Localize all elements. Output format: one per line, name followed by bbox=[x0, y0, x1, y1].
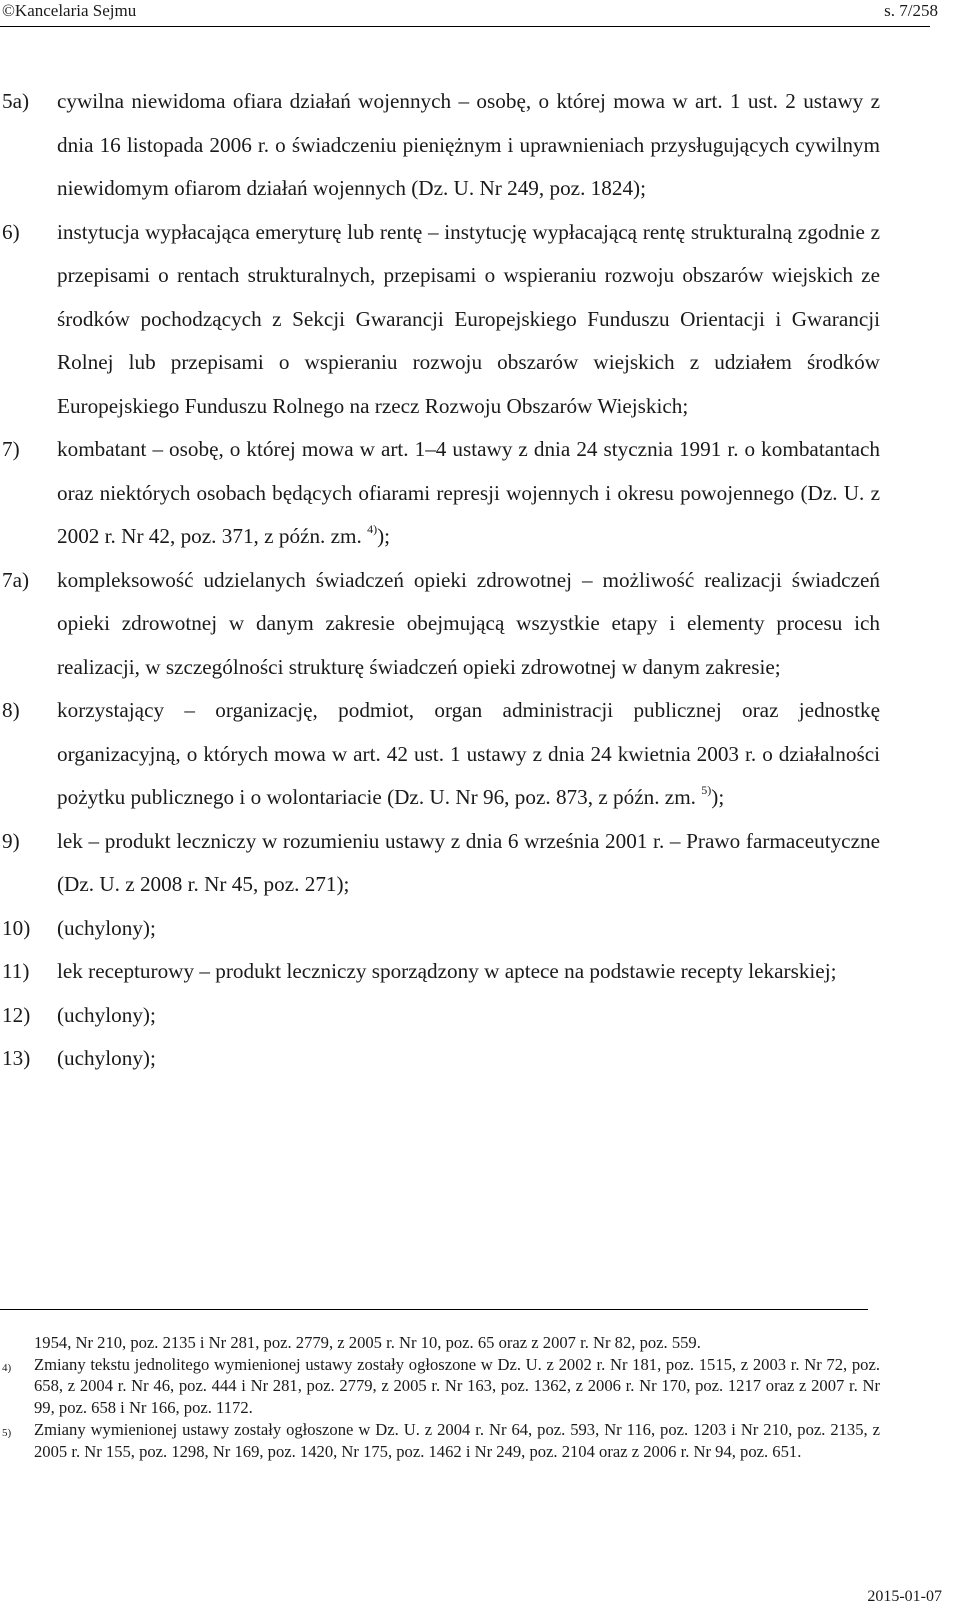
item-number: 5a) bbox=[2, 89, 30, 113]
item-text: (uchylony); bbox=[57, 915, 156, 940]
item-number: 7a) bbox=[2, 567, 30, 592]
item-text: korzystający – organizację, podmiot, organ administracji publicznej oraz jednostkę organizacyjną, o których mowa w art. 42 ust. 1 ustawy z dnia 24 kwietnia 2003 r. o działalności pożytku publicznego i o wolontariacie (Dz. U. Nr 96, poz. 873, z późn. zm. bbox=[57, 698, 880, 809]
definitions-list bbox=[0, 80, 880, 1081]
item-text: kompleksowość udzielanych świadczeń opieki zdrowotnej – możliwość realizacji świadczeń opieki zdrowotnej w danym zakresie obejmującą wszystkie etapy i elementy procesu ich realizacji, w szczególności strukturę świadczeń opieki zdrowotnej w danym zakresie; bbox=[57, 567, 880, 679]
header-publisher: ©Kancelaria Sejmu bbox=[2, 1, 137, 20]
footnote-5-text: Zmiany wymienionej ustawy zostały ogłoszone w Dz. U. z 2004 r. Nr 64, poz. 593, Nr 116, poz. 1203 i Nr 210, poz. 2135, z 2005 r. Nr 155, poz. 1298, Nr 169, poz. 1420, Nr 175, poz. 1462 i Nr 249, poz. 2104 oraz z 2006 r. Nr 94, poz. 651. bbox=[34, 1419, 880, 1461]
header-rule bbox=[0, 26, 930, 27]
item-number: 6) bbox=[2, 219, 20, 244]
definition-item-9 bbox=[0, 820, 880, 907]
item-text: instytucja wypłacająca emeryturę lub rentę – instytucję wypłacającą rentę strukturalną zgodnie z przepisami o rentach strukturalnych, przepisami o wspieraniu rozwoju obszarów wiejskich ze środków pochodzących z Sekcji Gwarancji Europejskiego Funduszu Orientacji i Gwarancji Rolnej lub przepisami o wspieraniu rozwoju obszarów wiejskich z udziałem środków Europejskiego Funduszu Rolnego na rzecz Rozwoju Obszarów Wiejskich; bbox=[57, 219, 880, 418]
definition-item-13 bbox=[0, 1037, 880, 1081]
footnote-4 bbox=[0, 1354, 880, 1419]
item-text: lek recepturowy – produkt leczniczy sporządzony w aptece na podstawie recepty lekarskiej; bbox=[57, 959, 837, 983]
footnote-continuation-text: 1954, Nr 210, poz. 2135 i Nr 281, poz. 2779, z 2005 r. Nr 10, poz. 65 oraz z 2007 r. Nr 82, poz. 559. bbox=[34, 1333, 701, 1352]
item-number: 12) bbox=[2, 1002, 31, 1027]
footnote-5-mark: 5) bbox=[2, 1426, 12, 1439]
item-tail: ); bbox=[377, 524, 391, 548]
footnotes bbox=[0, 1332, 880, 1462]
item-text-wrapper bbox=[57, 689, 880, 820]
item-number: 8) bbox=[2, 698, 20, 722]
definition-item-10 bbox=[0, 907, 880, 951]
definition-item-12 bbox=[0, 994, 880, 1038]
definition-item-7 bbox=[0, 428, 880, 559]
item-text-wrapper bbox=[57, 428, 880, 559]
item-number: 11) bbox=[2, 959, 30, 983]
header-page-number: s. 7/258 bbox=[884, 1, 938, 20]
footnote-4-mark: 4) bbox=[2, 1361, 12, 1374]
definition-item-6 bbox=[0, 211, 880, 429]
footnote-5 bbox=[0, 1419, 880, 1462]
item-number: 7) bbox=[2, 437, 20, 461]
definition-item-8 bbox=[0, 689, 880, 820]
definition-item-11 bbox=[0, 950, 880, 994]
item-number: 10) bbox=[2, 915, 31, 940]
item-number: 13) bbox=[2, 1046, 31, 1070]
item-text: (uchylony); bbox=[57, 1046, 156, 1070]
item-tail: ); bbox=[711, 785, 725, 809]
footnote-rule bbox=[0, 1309, 868, 1310]
definition-item-5a bbox=[0, 80, 880, 211]
footnote-ref-4: 4) bbox=[367, 521, 378, 536]
item-number: 9) bbox=[2, 828, 20, 853]
item-text: kombatant – osobę, o której mowa w art. 1–4 ustawy z dnia 24 stycznia 1991 r. o kombatantach oraz niektórych osobach będących ofiarami represji wojennych i okresu powojennego (Dz. U. z 2002 r. Nr 42, poz. 371, z późn. zm. bbox=[57, 437, 880, 548]
item-text: (uchylony); bbox=[57, 1002, 156, 1027]
footnote-ref-5: 5) bbox=[701, 782, 712, 797]
definition-item-7a bbox=[0, 559, 880, 690]
footnote-continuation bbox=[0, 1332, 880, 1354]
item-text: lek – produkt leczniczy w rozumieniu ustawy z dnia 6 września 2001 r. – Prawo farmaceutyczne (Dz. U. z 2008 r. Nr 45, poz. 271); bbox=[57, 828, 880, 896]
footnote-4-text: Zmiany tekstu jednolitego wymienionej ustawy zostały ogłoszone w Dz. U. z 2002 r. Nr 181, poz. 1515, z 2003 r. Nr 72, poz. 658, z 2004 r. Nr 46, poz. 444 i Nr 281, poz. 2779, z 2005 r. Nr 163, poz. 1362, z 2006 r. Nr 170, poz. 1217 oraz z 2007 r. Nr 99, poz. 658 i Nr 166, poz. 1172. bbox=[34, 1354, 880, 1418]
document-date: 2015-01-07 bbox=[867, 1588, 942, 1605]
item-text: cywilna niewidoma ofiara działań wojennych – osobę, o której mowa w art. 1 ust. 2 ustawy z dnia 16 listopada 2006 r. o świadczeniu pieniężnym i uprawnieniach przysługujących cywilnym niewidomym ofiarom działań wojennych (Dz. U. Nr 249, poz. 1824); bbox=[57, 89, 880, 200]
